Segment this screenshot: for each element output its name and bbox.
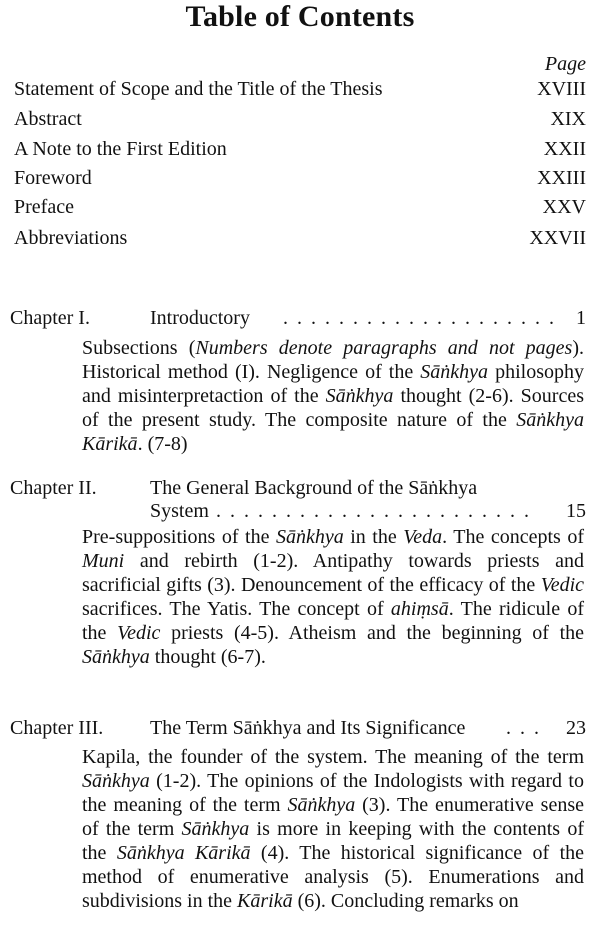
- toc-chapter-2[interactable]: [0, 476, 600, 524]
- chapter-summary: [82, 745, 584, 913]
- toc-entry-abstract[interactable]: [14, 105, 586, 133]
- toc-entry-page: XXIII: [537, 167, 586, 189]
- chapter-title: Introductory: [150, 307, 250, 329]
- toc-entry-label: A Note to the First Edition: [14, 138, 227, 160]
- summary-italic-term: Sāṅkhya: [82, 770, 150, 792]
- toc-entry-page: XXV: [542, 196, 586, 218]
- summary-italic-term: Sāṅkhya: [181, 818, 250, 840]
- summary-text: . The ridicule of the: [82, 598, 585, 644]
- summary-italic-term: Vedic: [540, 574, 584, 596]
- summary-italic-term: Sāṅkhya Kārikā: [116, 842, 251, 864]
- chapter-title: The Term Sāṅkhya and Its Significance: [150, 717, 466, 739]
- summary-text: philosophy and misinterpretaction of the: [82, 361, 584, 407]
- toc-entry-foreword[interactable]: [14, 164, 586, 192]
- summary-text: Pre-suppositions of the: [82, 526, 276, 548]
- summary-text: . (7-8): [137, 433, 188, 455]
- summary-italic-term: Veda: [403, 526, 443, 548]
- toc-entry-page: XXII: [543, 138, 586, 160]
- summary-italic-term: Muni: [82, 550, 125, 572]
- summary-text: (6). Concluding remarks on: [292, 890, 519, 912]
- toc-entry-note-first-edition[interactable]: [14, 135, 586, 163]
- chapter-number: Chapter III.: [10, 717, 104, 739]
- summary-text: . The concepts of: [442, 526, 584, 548]
- toc-entry-label: Statement of Scope and the Title of the Thesis: [14, 78, 383, 100]
- summary-text: in the: [343, 526, 404, 548]
- chapter-number: Chapter II.: [10, 477, 97, 499]
- summary-text: is more in keeping with the contents of the: [82, 818, 584, 864]
- summary-text: Kapila, the founder of the system. The meaning of the term: [82, 746, 584, 768]
- summary-text: (3). The enumerative sense of the term: [82, 794, 585, 840]
- summary-italic-term: Sāṅkhya: [82, 646, 150, 668]
- chapter-title-line2: System: [150, 500, 209, 522]
- toc-entry-label: Abstract: [14, 108, 82, 130]
- summary-italic-term: Numbers denote paragraphs and not pages: [195, 337, 573, 359]
- chapter-page: 23: [566, 717, 586, 739]
- summary-italic-term: Sāṅkhya: [275, 526, 344, 548]
- toc-entry-page: XXVII: [529, 227, 586, 249]
- toc-entry-label: Preface: [14, 196, 74, 218]
- summary-italic-term: Sāṅkhya: [325, 385, 394, 407]
- toc-chapter-3[interactable]: [0, 716, 600, 740]
- summary-italic-term: Sāṅkhya Kārikā: [82, 409, 584, 455]
- summary-text: thought (2-6). Sources of the present study. The composite nature of the: [82, 385, 584, 431]
- toc-entry-page: XIX: [550, 108, 586, 130]
- chapter-summary: [82, 525, 584, 669]
- summary-italic-term: Sāṅkhya: [420, 361, 489, 383]
- toc-entry-page: XVIII: [537, 78, 586, 100]
- summary-text: thought (6-7).: [149, 646, 266, 668]
- chapter-page: 15: [566, 500, 586, 522]
- summary-italic-term: Sāṅkhya: [287, 794, 356, 816]
- toc-entry-label: Abbreviations: [14, 227, 128, 249]
- toc-entry-label: Foreword: [14, 167, 92, 189]
- dot-leader: . . . . . . . . . . . . . . . . . . . .: [283, 307, 556, 329]
- summary-text: (1-2). The opinions of the Indologists with regard to the meaning of the term: [82, 770, 584, 816]
- toc-entry-preface[interactable]: [14, 193, 586, 221]
- toc-chapter-1[interactable]: [0, 306, 600, 330]
- summary-italic-term: Vedic: [117, 622, 161, 644]
- dot-leader: . . . . . . . . . . . . . . . . . . . . . . .: [216, 500, 531, 522]
- summary-italic-term: ahiṃsā: [390, 598, 449, 620]
- summary-text: (4). The historical significance of the method of enumerative analysis (5). Enumerations and subdivisions in the: [82, 842, 585, 912]
- toc-entry-abbreviations[interactable]: [14, 224, 586, 252]
- chapter-summary: [82, 336, 584, 456]
- chapter-title-line1: The General Background of the Sāṅkhya: [150, 477, 478, 499]
- summary-italic-term: Kārikā: [237, 890, 293, 912]
- toc-entry-scope[interactable]: [14, 75, 586, 103]
- chapter-page: 1: [576, 307, 586, 329]
- summary-text: ). Historical method (I). Negligence of the: [82, 337, 584, 383]
- chapter-number: Chapter I.: [10, 307, 90, 329]
- summary-text: sacrifices. The Yatis. The concept of: [82, 598, 391, 620]
- page-title: Table of Contents: [185, 0, 415, 33]
- summary-text: Subsections (: [82, 337, 196, 359]
- summary-text: and rebirth (1-2). Antipathy towards priests and sacrificial gifts (3). Denouncement of the efficacy of the: [82, 550, 584, 596]
- dot-leader: . . .: [506, 717, 541, 739]
- page-column-header: Page: [544, 53, 586, 75]
- summary-text: priests (4-5). Atheism and the beginning of the: [160, 622, 585, 644]
